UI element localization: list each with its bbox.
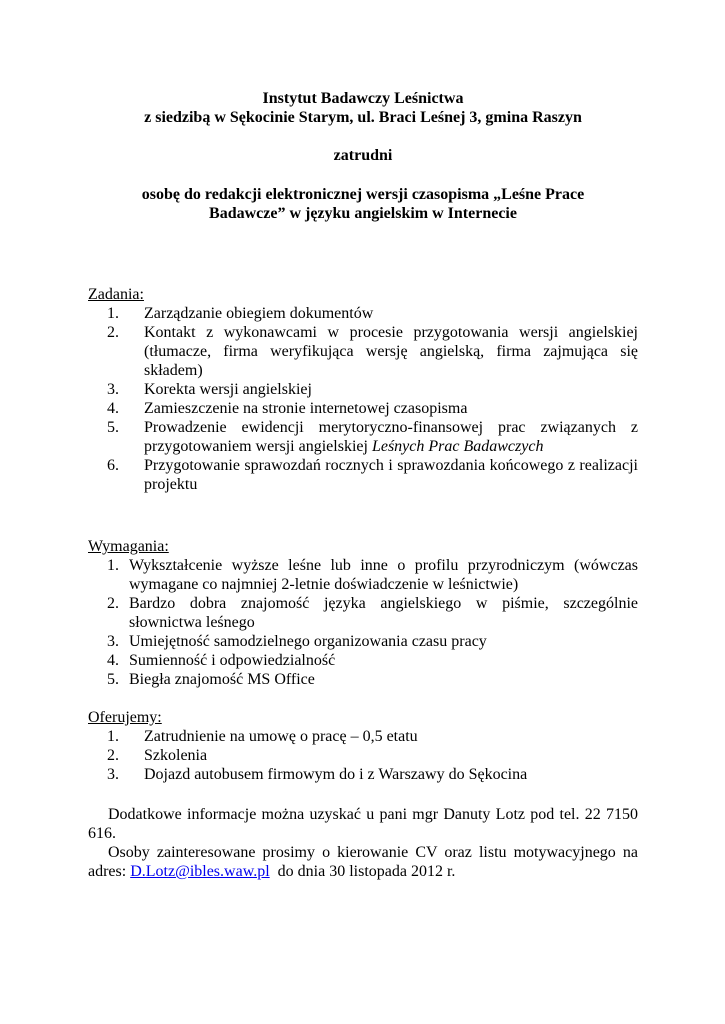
org-address: z siedzibą w Sękocinie Starym, ul. Braci Leśnej 3, gmina Raszyn [144, 109, 582, 126]
list-item [88, 594, 638, 632]
item-number: 4. [107, 400, 119, 417]
requirements-title: Wymagania: [88, 538, 169, 555]
apply-text: Osoby zainteresowane prosimy o kierowanie CV oraz listu motywacyjnego na adres: [88, 844, 638, 880]
list-item [88, 380, 638, 399]
item-text: Bardzo dobra znajomość języka angielskiego w piśmie, szczególnie słownictwa leśnego [129, 595, 638, 631]
list-item [88, 556, 638, 594]
list-item [88, 456, 638, 494]
list-item [88, 727, 638, 746]
item-text: Korekta wersji angielskiej [144, 381, 312, 398]
list-item [88, 746, 638, 765]
list-item [88, 651, 638, 670]
item-number: 5. [107, 671, 119, 688]
item-number: 1. [107, 305, 119, 322]
position-line-2: Badawcze” w języku angielskim w Internecie [209, 205, 517, 222]
list-item [88, 418, 638, 456]
list-item [88, 765, 638, 784]
tasks-list [88, 304, 638, 494]
tasks-title: Zadania: [88, 286, 144, 303]
item-number: 5. [107, 419, 119, 436]
item-text: Zamieszczenie na stronie internetowej czasopisma [144, 400, 468, 417]
position-line-1: osobę do redakcji elektronicznej wersji czasopisma „Leśne Prace [141, 186, 585, 203]
item-text: Kontakt z wykonawcami w procesie przygotowania wersji angielskiej (tłumacze, firma weryfikująca wersję angielską, firma zajmująca się składem) [144, 324, 638, 379]
email-link[interactable]: D.Lotz@ibles.waw.pl [130, 863, 270, 880]
item-text: Biegła znajomość MS Office [129, 671, 315, 688]
hires-word: zatrudni [333, 147, 393, 164]
item-number: 2. [107, 747, 119, 764]
item-text: Prowadzenie ewidencji merytoryczno-finansowej prac związanych z przygotowaniem wersji angielskiej [144, 419, 638, 455]
item-number: 4. [107, 652, 119, 669]
contact-info-paragraph: Dodatkowe informacje można uzyskać u pani mgr Danuty Lotz pod tel. 22 7150 616. [88, 806, 638, 842]
list-item [88, 670, 638, 689]
item-text: Umiejętność samodzielnego organizowania czasu pracy [129, 633, 487, 650]
header-position [88, 185, 638, 223]
item-text: Zarządzanie obiegiem dokumentów [144, 305, 374, 322]
offer-list [88, 727, 638, 784]
item-text: Przygotowanie sprawozdań rocznych i sprawozdania końcowego z realizacji projektu [144, 457, 638, 493]
item-number: 3. [107, 381, 119, 398]
item-text: Szkolenia [144, 747, 208, 764]
list-item [88, 323, 638, 380]
requirements-list [88, 556, 638, 689]
journal-title-italic: Leśnych Prac Badawczych [371, 438, 544, 455]
item-text: Sumienność i odpowiedzialność [129, 652, 336, 669]
header-hires [88, 146, 638, 165]
item-number: 2. [107, 595, 119, 612]
item-number: 2. [107, 324, 119, 341]
item-text: Dojazd autobusem firmowym do i z Warszawy do Sękocina [144, 766, 528, 783]
list-item [88, 399, 638, 418]
list-item [88, 304, 638, 323]
list-item [88, 632, 638, 651]
deadline-text: do dnia 30 listopada 2012 r. [269, 863, 456, 880]
header-organization [88, 89, 638, 127]
item-number: 3. [107, 766, 119, 783]
item-number: 6. [107, 457, 119, 474]
org-name: Instytut Badawczy Leśnictwa [262, 90, 464, 107]
item-text: Zatrudnienie na umowę o pracę – 0,5 etatu [144, 728, 418, 745]
item-number: 3. [107, 633, 119, 650]
apply-paragraph [88, 843, 638, 881]
item-text: Wykształcenie wyższe leśne lub inne o profilu przyrodniczym (wówczas wymagane co najmniej 2-letnie doświadczenie w leśnictwie) [129, 557, 638, 593]
item-number: 1. [107, 557, 119, 574]
offer-title: Oferujemy: [88, 709, 162, 726]
item-number: 1. [107, 728, 119, 745]
